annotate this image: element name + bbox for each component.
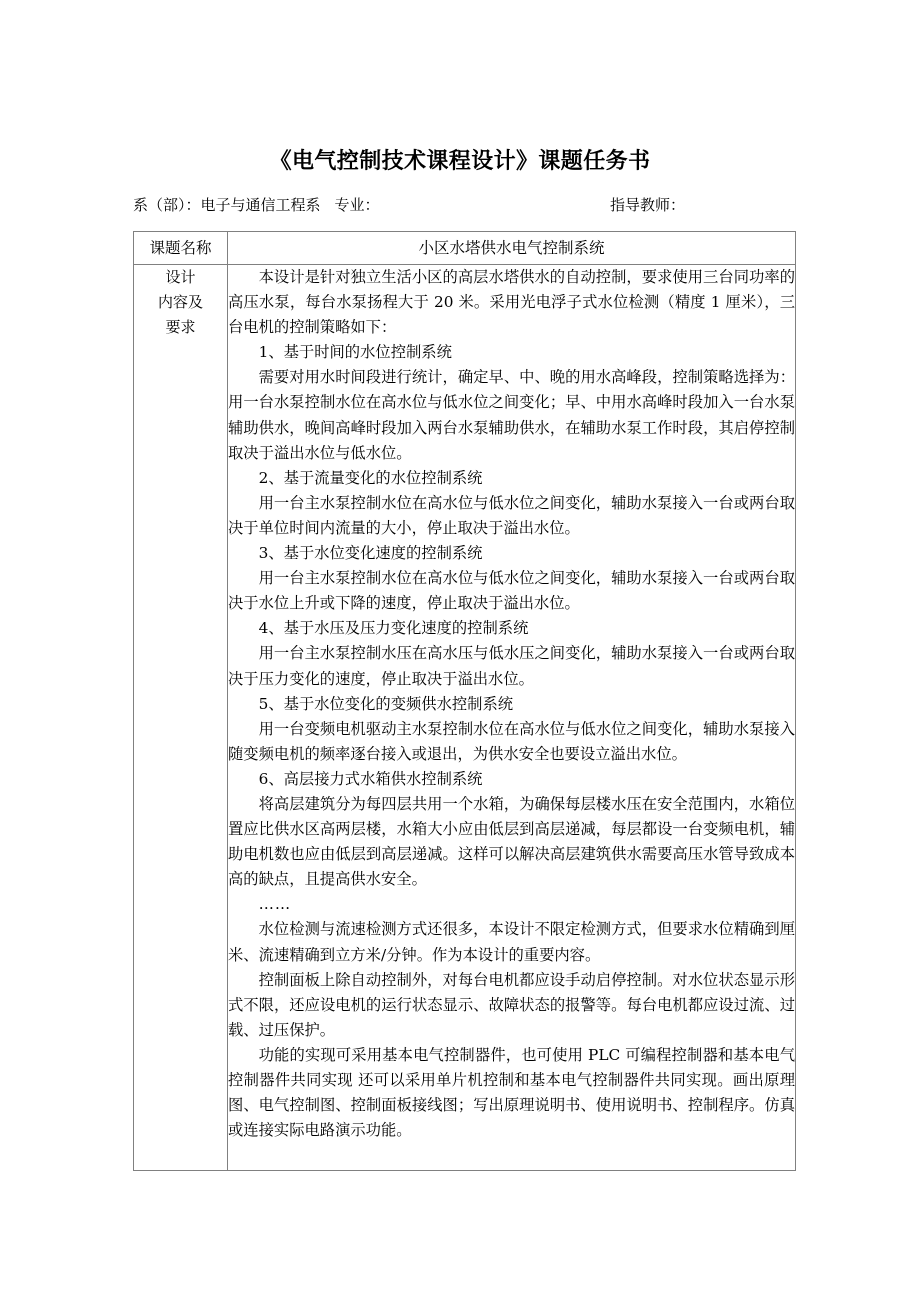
body-paragraph: 1、基于时间的水位控制系统 [258,343,452,362]
topic-name-value: 小区水塔供水电气控制系统 [228,232,796,265]
body-paragraph: 用一台主水泵控制水压在高水压与低水压之间变化，辅助水泵接入一台或两台取决于压力变化的速度，停止取决于溢出水位。 [228,644,795,688]
body-paragraph: 2、基于流量变化的水位控制系统 [258,468,483,487]
body-paragraph: 控制面板上除自动控制外，对每台电机都应设手动启停控制。对水位状态显示形式不限，还应设电机的运行状态显示、故障状态的报警等。每台电机都应设过流、过载、过压保护。 [228,970,795,1039]
body-paragraph: 6、高层接力式水箱供水控制系统 [258,769,483,788]
body-paragraph: 3、基于水位变化速度的控制系统 [258,544,483,563]
page-title: 《电气控制技术课程设计》课题任务书 [269,148,651,174]
body-paragraph: 需要对用水时间段进行统计，确定早、中、晚的用水高峰段，控制策略选择为：用一台水泵控制水位在高水位与低水位之间变化；早、中用水高峰时段加入一台水泵辅助供水，晚间高峰时段加入两台水泵辅助供水，在辅助水泵工作时段，其启停控制取决于溢出水位与低水位。 [228,368,795,462]
body-paragraph: 5、基于水位变化的变频供水控制系统 [258,694,514,713]
task-table [133,231,796,1171]
body-paragraph: 本设计是针对独立生活小区的高层水塔供水的自动控制，要求使用三台同功率的高压水泵，每台水泵扬程大于 20 米。采用光电浮子式水位检测（精度 1 厘米），三台电机的控制策略如下： [228,268,795,337]
requirements-label-line-2: 内容及 [157,293,203,311]
instructor-label: 指导教师： [610,196,686,214]
major-label: 专业： [334,196,380,214]
body-paragraph: 用一台主水泵控制水位在高水位与低水位之间变化，辅助水泵接入一台或两台取决于水位上升或下降的速度，停止取决于溢出水位。 [228,569,795,613]
body-paragraph: 4、基于水压及压力变化速度的控制系统 [258,619,529,638]
topic-name-label: 课题名称 [134,232,228,265]
body-paragraph: 水位检测与流速检测方式还很多，本设计不限定检测方式，但要求水位精确到厘米、流速精确到立方米/分钟。作为本设计的重要内容。 [228,920,795,964]
requirements-label [134,265,228,1171]
department-label: 系（部）：电子与通信工程系 [133,196,321,214]
table-row-requirements [134,265,796,1171]
body-paragraph-ellipsis: …… [258,895,292,914]
requirements-body [228,265,796,1171]
header-meta-line [133,194,795,216]
requirements-label-line-3: 要求 [165,318,196,336]
body-paragraph: 用一台主水泵控制水位在高水位与低水位之间变化，辅助水泵接入一台或两台取决于单位时间内流量的大小，停止取决于溢出水位。 [228,493,795,537]
body-paragraph: 将高层建筑分为每四层共用一个水箱，为确保每层楼水压在安全范围内，水箱位置应比供水区高两层楼，水箱大小应由低层到高层递减，每层都设一台变频电机，辅助电机数也应由低层到高层递减。这样可以解决高层建筑供水需要高压水管导致成本高的缺点，且提高供水安全。 [228,794,795,889]
table-row-topic [134,232,796,265]
body-paragraph: 功能的实现可采用基本电气控制器件，也可使用 PLC 可编程控制器和基本电气控制器件共同实现 还可以采用单片机控制和基本电气控制器件共同实现。画出原理图、电气控制图、控制面板接线图；写出原理说明书、使用说明书、控制程序。仿真或连接实际电路演示功能。 [228,1045,795,1140]
body-paragraph: 用一台变频电机驱动主水泵控制水位在高水位与低水位之间变化，辅助水泵接入随变频电机的频率逐台接入或退出，为供水安全也要设立溢出水位。 [228,719,795,763]
requirements-label-line-1: 设计 [165,268,196,286]
